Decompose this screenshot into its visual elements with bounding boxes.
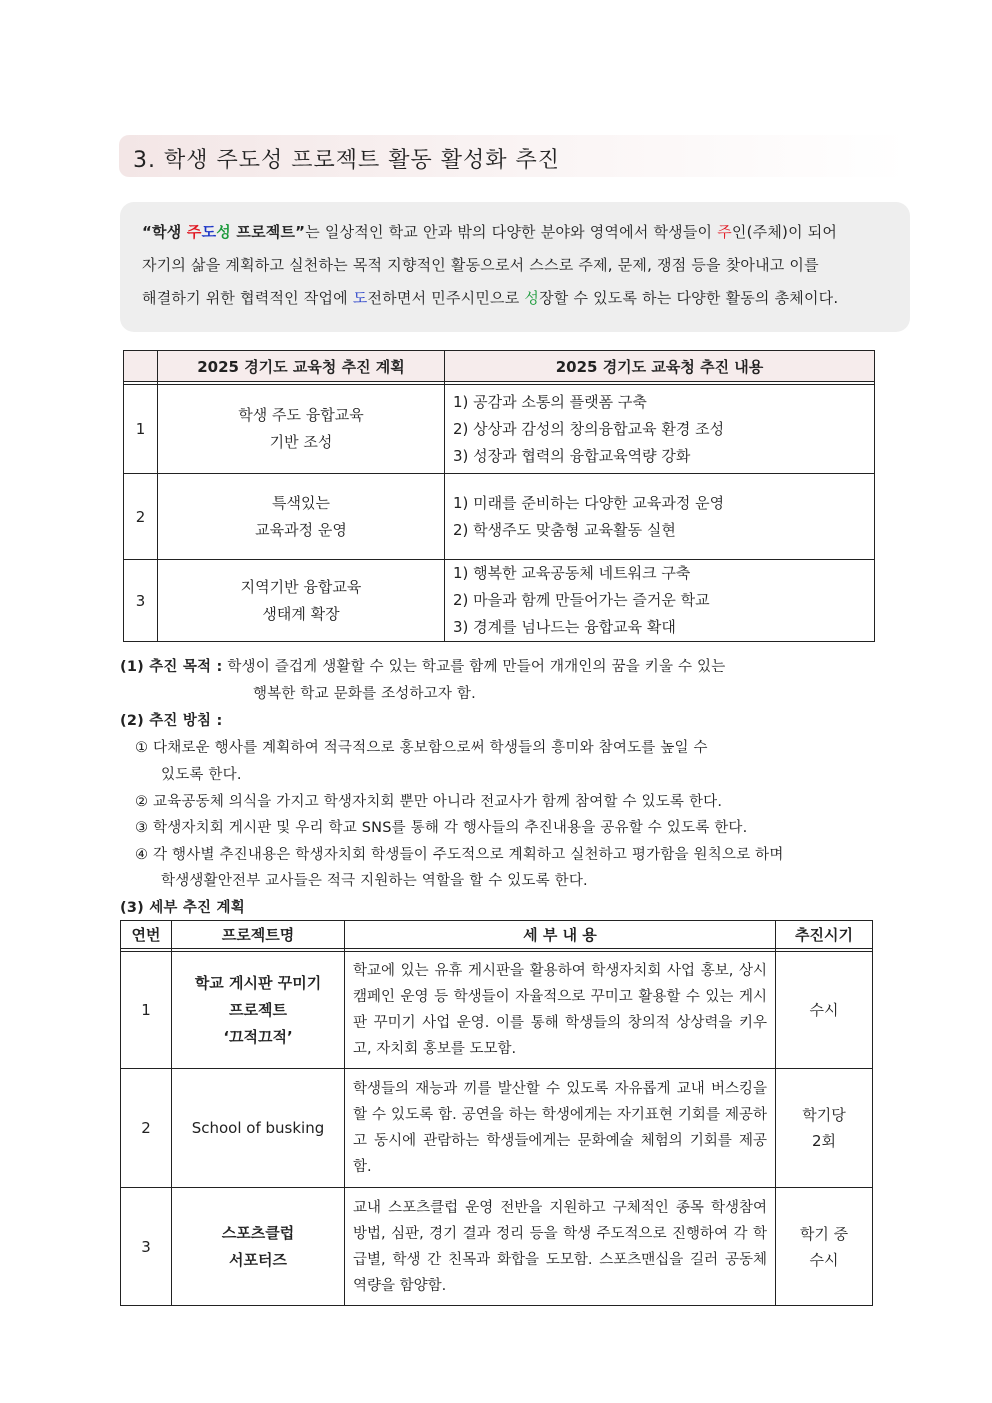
- name-line: 서포터즈: [229, 1250, 287, 1269]
- row-number: 2: [124, 474, 158, 560]
- plan-line: 생태계 확장: [262, 604, 340, 623]
- intro-line-1: [142, 216, 892, 249]
- purpose-text-2: 행복한 학교 문화를 조성하고자 함.: [253, 686, 476, 702]
- detail-header-num: 연번: [121, 921, 172, 949]
- purpose-label: (1) 추진 목적 :: [120, 659, 223, 675]
- plan-line: 교육과정 운영: [255, 520, 347, 539]
- intro-line3-a: 해결하기 위한 협력적인 작업에: [142, 289, 353, 307]
- policy-mark: ②: [135, 794, 149, 810]
- project-time: [776, 1188, 873, 1306]
- project-time: [776, 952, 873, 1069]
- intro-line-2: 자기의 삶을 계획하고 실천하는 목적 지향적인 활동으로서 스스로 주제, 문제, 쟁점 등을 찾아내고 이를: [142, 256, 819, 274]
- intro-line3-c: 장할 수 있도록 하는 다양한 활동의 총체이다.: [539, 289, 839, 307]
- content-item: 2) 마을과 함께 만들어가는 즐거운 학교: [453, 591, 710, 609]
- project-detail: 교내 스포츠클럽 운영 전반을 지원하고 구체적인 종목 학생참여 방법, 심판, 경기 결과 정리 등을 학생 주도적으로 진행하여 각 학급별, 학생 간 친목과 화합을 도모함. 스포츠맨십을 길러 공동체 역량을 함양함.: [345, 1188, 776, 1306]
- intro-line1-ju: 주: [717, 223, 732, 241]
- row-number: 2: [121, 1069, 172, 1188]
- plan-line: 학생 주도 융합교육: [238, 406, 364, 424]
- intro-line3-b: 전하면서 민주시민으로: [367, 289, 525, 307]
- content-item: 2) 상상과 감성의 창의융합교육 환경 조성: [453, 419, 725, 438]
- policy-item-4-cont: 학생생활안전부 교사들은 적극 지원하는 역할을 할 수 있도록 한다.: [161, 873, 588, 889]
- policy-mark: ③: [135, 820, 149, 836]
- policy-label: (2) 추진 방침 :: [120, 713, 223, 729]
- detail-table-header: [121, 921, 873, 949]
- policy-text: 교육공동체 의식을 가지고 학생자치회 뿐만 아니라 전교사가 함께 참여할 수 있도록 한다.: [153, 794, 723, 810]
- detail-table: [120, 920, 873, 1306]
- intro-line3-seong: 성: [524, 289, 540, 307]
- project-detail: 학생들의 재능과 끼를 발산할 수 있도록 자유롭게 교내 버스킹을 할 수 있도록 함. 공연을 하는 학생에게는 자기표현 기회를 제공하고 동시에 관람하는 학생들에게는 문화예술 체험의 기회를 제공함.: [345, 1069, 776, 1188]
- policy-mark: ④: [135, 847, 149, 863]
- policy-item-4: [135, 843, 784, 864]
- plan-line: 특색있는: [272, 493, 330, 512]
- intro-quote-open: “학생: [142, 223, 187, 241]
- intro-line3-do: 도: [352, 289, 368, 307]
- policy-text: 다채로운 행사를 계획하여 적극적으로 홍보함으로써 학생들의 흥미와 참여도를 높일 수: [153, 740, 708, 756]
- intro-seong: 성: [216, 223, 231, 241]
- table-row: [124, 385, 875, 474]
- policy-item-3: [135, 816, 747, 837]
- intro-line1-a: 는 일상적인 학교 안과 밖의 다양한 분야와 영역에서 학생들이: [305, 223, 718, 241]
- policy-text: 학생자치회 게시판 및 우리 학교 SNS를 통해 각 행사들의 추진내용을 공유할 수 있도록 한다.: [153, 820, 748, 836]
- row-number: 1: [124, 385, 158, 474]
- content-item: 2) 학생주도 맞춤형 교육활동 실현: [453, 520, 676, 539]
- plan-table-header: [124, 351, 875, 382]
- table-row: [121, 952, 873, 1069]
- plan-header-content: 2025 경기도 교육청 추진 내용: [445, 351, 875, 382]
- section-title: 3. 학생 주도성 프로젝트 활동 활성화 추진: [133, 148, 560, 173]
- plan-line: 기반 조성: [269, 433, 333, 451]
- content-item: 1) 행복한 교육공동체 네트워크 구축: [453, 564, 691, 582]
- table-row: [121, 1069, 873, 1188]
- row-number: 3: [121, 1188, 172, 1306]
- row-number: 1: [121, 952, 172, 1069]
- detail-header-detail: 세 부 내 용: [345, 921, 776, 949]
- detail-header-name: 프로젝트명: [172, 921, 345, 949]
- intro-do: 도: [201, 223, 217, 241]
- purpose-line-1: [120, 655, 725, 676]
- section-title-bar: [119, 135, 909, 177]
- project-time: [776, 1069, 873, 1188]
- policy-item-2: [135, 790, 722, 811]
- content-item: 3) 성장과 협력의 융합교육역량 강화: [453, 446, 691, 465]
- plan-cell: [158, 385, 445, 474]
- content-item: 1) 미래를 준비하는 다양한 교육과정 운영: [453, 493, 725, 512]
- name-line: 스포츠클럽: [221, 1223, 295, 1242]
- project-detail: 학교에 있는 유휴 게시판을 활용하여 학생자치회 사업 홍보, 상시 캠페인 운영 등 학생들이 자율적으로 꾸미고 활용할 수 있는 게시판 꾸미기 사업 운영. 이를 통해 학생들의 창의적 상상력을 키우고, 자치회 홍보를 도모함.: [345, 952, 776, 1069]
- name-line: School of busking: [191, 1118, 325, 1137]
- time-line: 학기 중: [799, 1224, 849, 1243]
- plan-table: [123, 350, 875, 642]
- plan-cell: [158, 474, 445, 560]
- intro-line-3: [142, 282, 892, 315]
- plan-line: 지역기반 융합교육: [240, 577, 362, 596]
- intro-line1-b: 인(주체)이 되어: [731, 223, 838, 241]
- plan-header-plan: 2025 경기도 교육청 추진 계획: [158, 351, 445, 382]
- name-line: 프로젝트: [229, 1000, 287, 1019]
- detail-label: (3) 세부 추진 계획: [120, 900, 245, 916]
- time-line: 2회: [811, 1132, 837, 1150]
- content-item: 3) 경계를 넘나드는 융합교육 확대: [453, 618, 676, 636]
- project-name: [172, 1188, 345, 1306]
- intro-ju: 주: [186, 223, 202, 241]
- policy-item-1-cont: 있도록 한다.: [161, 767, 242, 783]
- table-row: [124, 474, 875, 560]
- table-row: [124, 560, 875, 642]
- detail-header-time: 추진시기: [776, 921, 873, 949]
- project-name: [172, 1069, 345, 1188]
- policy-mark: ①: [135, 740, 149, 756]
- intro-box: [120, 202, 910, 332]
- plan-cell: [158, 560, 445, 642]
- name-line: ‘끄적끄적’: [223, 1027, 293, 1046]
- time-line: 수시: [809, 1250, 839, 1269]
- content-cell: [445, 385, 875, 474]
- policy-item-1: [135, 736, 708, 757]
- policy-text: 각 행사별 추진내용은 학생자치회 학생들이 주도적으로 계획하고 실천하고 평가함을 원칙으로 하며: [153, 847, 784, 863]
- project-name: [172, 952, 345, 1069]
- time-line: 학기당: [802, 1106, 846, 1124]
- content-cell: [445, 560, 875, 642]
- content-item: 1) 공감과 소통의 플랫폼 구축: [453, 392, 647, 411]
- plan-header-blank: [124, 351, 158, 382]
- purpose-text-1: 학생이 즐겁게 생활할 수 있는 학교를 함께 만들어 개개인의 꿈을 키울 수 있는: [227, 659, 726, 675]
- row-number: 3: [124, 560, 158, 642]
- table-row: [121, 1188, 873, 1306]
- name-line: 학교 게시판 꾸미기: [194, 973, 322, 992]
- intro-quote-close: 프로젝트”: [230, 223, 306, 241]
- content-cell: [445, 474, 875, 560]
- time-line: 수시: [809, 1001, 839, 1019]
